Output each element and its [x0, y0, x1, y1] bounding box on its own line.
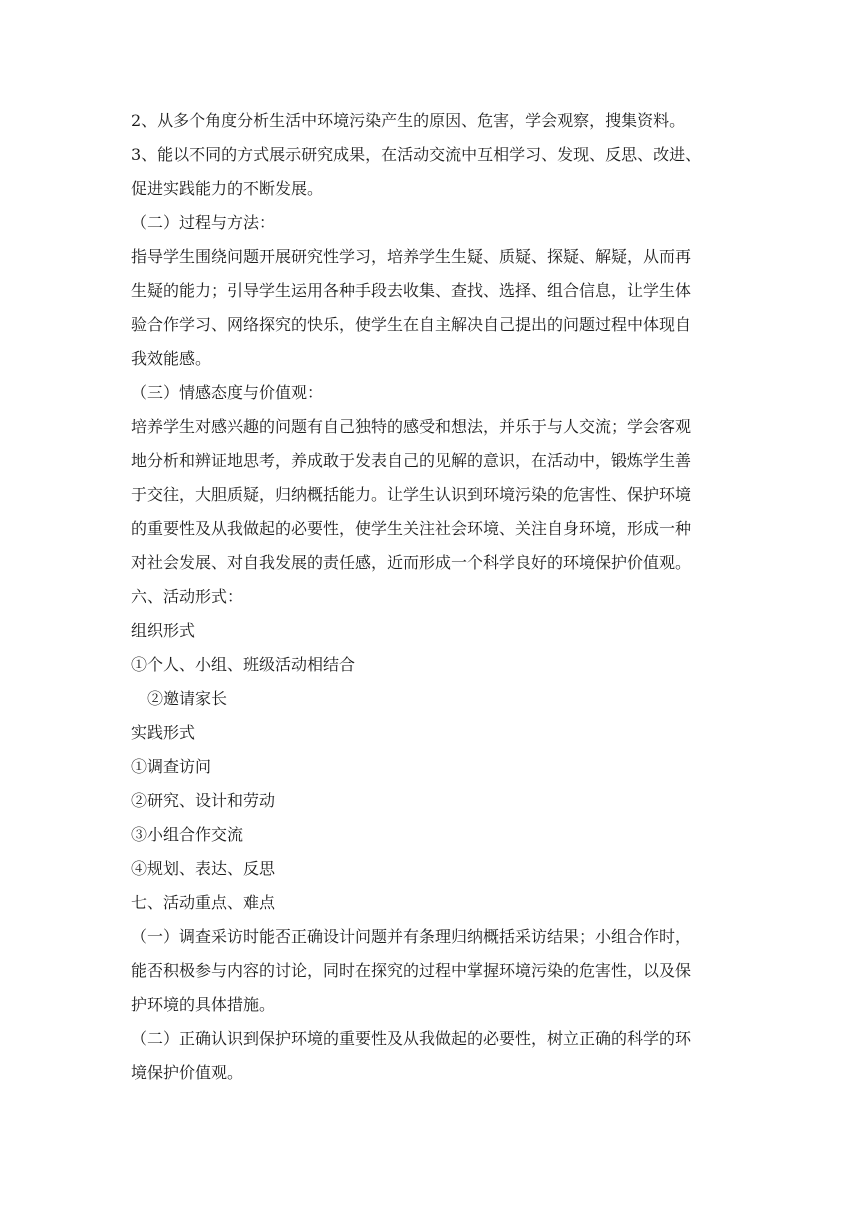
text-line: 组织形式 — [131, 621, 196, 640]
text-line: 于交往，大胆质疑，归纳概括能力。让学生认识到环境污染的危害性、保护环境 — [131, 485, 692, 504]
text-line: 护环境的具体措施。 — [131, 995, 276, 1014]
text-line: 生疑的能力；引导学生运用各种手段去收集、查找、选择、组合信息，让学生体 — [131, 281, 692, 300]
text-line: 的重要性及从我做起的必要性，使学生关注社会环境、关注自身环境，形成一种 — [131, 519, 692, 538]
list-item: ②研究、设计和劳动 — [131, 791, 276, 810]
text-line: （二）正确认识到保护环境的重要性及从我做起的必要性，树立正确的科学的环 — [131, 1029, 692, 1048]
text-line: 2、从多个角度分析生活中环境污染产生的原因、危害，学会观察，搜集资料。 — [131, 111, 686, 130]
text-line: 地分析和辨证地思考，养成敢于发表自己的见解的意识，在活动中，锻炼学生善 — [131, 451, 692, 470]
text-line: 指导学生围绕问题开展研究性学习，培养学生生疑、质疑、探疑、解疑，从而再 — [131, 247, 692, 266]
text-line: （一）调查采访时能否正确设计问题并有条理归纳概括采访结果；小组合作时， — [131, 927, 692, 946]
text-line: 促进实践能力的不断发展。 — [131, 179, 324, 198]
section-heading: 六、活动形式： — [131, 587, 244, 606]
text-line: 境保护价值观。 — [131, 1063, 244, 1082]
list-item: ②邀请家长 — [147, 689, 228, 708]
list-item: ①调查访问 — [131, 757, 212, 776]
section-heading: 七、活动重点、难点 — [131, 893, 276, 912]
list-item: ①个人、小组、班级活动相结合 — [131, 655, 356, 674]
list-item: ③小组合作交流 — [131, 825, 244, 844]
text-line: 实践形式 — [131, 723, 196, 742]
document-body — [131, 104, 731, 1090]
text-line: 对社会发展、对自我发展的责任感，近而形成一个科学良好的环境保护价值观。 — [131, 553, 692, 572]
text-line: 验合作学习、网络探究的快乐，使学生在自主解决自己提出的问题过程中体现自 — [131, 315, 692, 334]
list-item: ④规划、表达、反思 — [131, 859, 276, 878]
text-line: 能否积极参与内容的讨论，同时在探究的过程中掌握环境污染的危害性，以及保 — [131, 961, 692, 980]
text-line: 培养学生对感兴趣的问题有自己独特的感受和想法，并乐于与人交流；学会客观 — [131, 417, 692, 436]
text-line: 我效能感。 — [131, 349, 212, 368]
text-line: 3、能以不同的方式展示研究成果，在活动交流中互相学习、发现、反思、改进、 — [131, 145, 702, 164]
section-heading: （二）过程与方法： — [131, 213, 276, 232]
section-heading: （三）情感态度与价值观： — [131, 383, 324, 402]
